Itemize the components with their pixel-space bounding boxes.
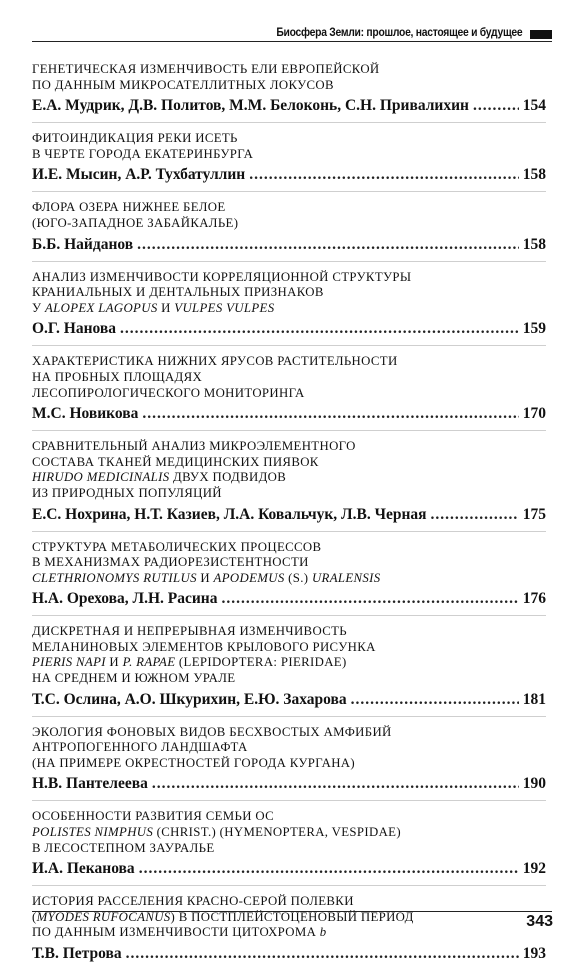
- entry-title-line: [32, 671, 546, 687]
- entry-authors-line: [32, 690, 546, 709]
- title-text: И: [157, 300, 175, 315]
- taxon-name: PIERIS NAPI: [32, 655, 106, 670]
- entry-separator: [32, 885, 546, 886]
- entry-title-line: [32, 354, 546, 370]
- entry-page-number: 159: [522, 320, 546, 338]
- dot-leader: [139, 859, 519, 878]
- title-text: ФИТОИНДИКАЦИЯ РЕКИ ИСЕТЬ: [32, 131, 238, 146]
- entry-authors-line: [32, 319, 546, 338]
- entry-title-line: [32, 78, 546, 94]
- footer-rule: [32, 911, 552, 912]
- title-text: СОСТАВА ТКАНЕЙ МЕДИЦИНСКИХ ПИЯВОК: [32, 454, 319, 469]
- title-text: ЛЕСОПИРОЛОГИЧЕСКОГО МОНИТОРИНГА: [32, 385, 305, 400]
- entry-title-line: [32, 370, 546, 386]
- title-text: НА ПРОБНЫХ ПЛОЩАДЯХ: [32, 369, 203, 384]
- entry-authors: Е.С. Нохрина, Н.Т. Казиев, Л.А. Ковальчук, Л.В. Черная: [32, 505, 427, 523]
- title-text: СТРУКТУРА МЕТАБОЛИЧЕСКИХ ПРОЦЕССОВ: [32, 539, 322, 554]
- entry-title-line: [32, 540, 546, 556]
- entry-authors-line: [32, 235, 546, 254]
- entry-title-line: [32, 301, 546, 317]
- page-number: 343: [526, 913, 553, 930]
- entry-authors: О.Г. Нанова: [32, 320, 117, 338]
- title-text: И: [105, 655, 123, 670]
- title-text: ФЛОРА ОЗЕРА НИЖНЕЕ БЕЛОЕ: [32, 200, 226, 215]
- title-text: В ЛЕСОСТЕПНОМ ЗАУРАЛЬЕ: [32, 840, 215, 855]
- entry-authors-line: [32, 165, 546, 184]
- entry-title-line: [32, 555, 546, 571]
- entry-title-line: [32, 439, 546, 455]
- toc-entry: [32, 191, 546, 253]
- title-text: ИЗ ПРИРОДНЫХ ПОПУЛЯЦИЙ: [32, 485, 222, 500]
- taxon-name: ALOPEX LAGOPUS: [44, 300, 158, 315]
- entry-title-line: [32, 131, 546, 147]
- title-text: (: [32, 909, 37, 924]
- taxon-name: P. RAPAE: [122, 655, 176, 670]
- entry-title-line: [32, 200, 546, 216]
- entry-separator: [32, 615, 546, 616]
- entry-authors-line: [32, 505, 546, 524]
- entry-authors-line: [32, 96, 546, 115]
- header-black-block: [530, 30, 552, 39]
- dot-leader: [221, 589, 518, 608]
- entry-page-number: 192: [522, 860, 546, 878]
- toc-entry: [32, 62, 546, 115]
- taxon-name: URALENSIS: [311, 570, 381, 585]
- entry-authors-line: [32, 404, 546, 423]
- entry-title-line: [32, 725, 546, 741]
- entry-page-number: 193: [522, 945, 546, 962]
- toc-entry: [32, 122, 546, 184]
- entry-separator: [32, 191, 546, 192]
- entry-page-number: 154: [522, 97, 546, 115]
- entry-title-line: [32, 270, 546, 286]
- entry-authors: Е.А. Мудрик, Д.В. Политов, М.М. Белоконь, С.Н. Привалихин: [32, 97, 469, 115]
- entry-title-line: [32, 925, 546, 941]
- entry-title-line: [32, 640, 546, 656]
- dot-leader: [137, 235, 519, 254]
- title-text: ОСОБЕННОСТИ РАЗВИТИЯ СЕМЬИ ОС: [32, 809, 274, 824]
- entry-title-line: [32, 910, 546, 926]
- title-text: ДВУХ ПОДВИДОВ: [169, 470, 287, 485]
- entry-authors: Н.В. Пантелеева: [32, 775, 148, 793]
- dot-leader: [473, 96, 519, 115]
- title-text: АНАЛИЗ ИЗМЕНЧИВОСТИ КОРРЕЛЯЦИОННОЙ СТРУКТУРЫ: [32, 269, 412, 284]
- entry-title-line: [32, 740, 546, 756]
- header-rule: [32, 41, 552, 42]
- entry-authors: И.А. Пеканова: [32, 860, 135, 878]
- taxon-name: b: [319, 925, 327, 940]
- title-text: МЕЛАНИНОВЫХ ЭЛЕМЕНТОВ КРЫЛОВОГО РИСУНКА: [32, 639, 376, 654]
- entry-title-line: [32, 470, 546, 486]
- entry-page-number: 181: [522, 690, 546, 708]
- title-text: ПО ДАННЫМ МИКРОСАТЕЛЛИТНЫХ ЛОКУСОВ: [32, 77, 334, 92]
- title-text: (ЮГО-ЗАПАДНОЕ ЗАБАЙКАЛЬЕ): [32, 215, 239, 230]
- toc-entry: [32, 615, 546, 708]
- entry-separator: [32, 716, 546, 717]
- entry-page-number: 158: [522, 235, 546, 253]
- title-text: КРАНИАЛЬНЫХ И ДЕНТАЛЬНЫХ ПРИЗНАКОВ: [32, 285, 324, 300]
- title-text: ГЕНЕТИЧЕСКАЯ ИЗМЕНЧИВОСТЬ ЕЛИ ЕВРОПЕЙСКОЙ: [32, 62, 380, 76]
- entry-page-number: 170: [522, 405, 546, 423]
- dot-leader: [152, 774, 519, 793]
- title-text: НА СРЕДНЕМ И ЮЖНОМ УРАЛЕ: [32, 671, 236, 686]
- taxon-name: MYODES RUFOCANUS: [36, 909, 171, 924]
- entry-title-line: [32, 624, 546, 640]
- title-text: СРАВНИТЕЛЬНЫЙ АНАЛИЗ МИКРОЭЛЕМЕНТНОГО: [32, 439, 356, 454]
- toc-entry: [32, 800, 546, 878]
- entry-authors: Т.С. Ослина, А.О. Шкурихин, Е.Ю. Захарова: [32, 690, 347, 708]
- entry-authors-line: [32, 944, 546, 963]
- dot-leader: [431, 505, 519, 524]
- dot-leader: [249, 165, 519, 184]
- title-text: ПО ДАННЫМ ИЗМЕНЧИВОСТИ ЦИТОХРОМА: [32, 925, 320, 940]
- entry-separator: [32, 261, 546, 262]
- entry-title-line: [32, 386, 546, 402]
- entry-title-line: [32, 809, 546, 825]
- entry-authors: И.Е. Мысин, А.Р. Тухбатуллин: [32, 166, 246, 184]
- entry-page-number: 176: [522, 590, 546, 608]
- toc-entry: [32, 261, 546, 339]
- entry-separator: [32, 430, 546, 431]
- taxon-name: VULPES VULPES: [174, 300, 275, 315]
- entry-title-line: [32, 756, 546, 772]
- entry-authors: М.С. Новикова: [32, 405, 139, 423]
- entry-separator: [32, 531, 546, 532]
- toc-entry: [32, 885, 546, 963]
- toc-entry: [32, 345, 546, 423]
- entry-authors: Т.В. Петрова: [32, 945, 122, 962]
- entry-title-line: [32, 894, 546, 910]
- entry-title-line: [32, 216, 546, 232]
- entry-authors-line: [32, 589, 546, 608]
- title-text: В ЧЕРТЕ ГОРОДА ЕКАТЕРИНБУРГА: [32, 146, 254, 161]
- entry-title-line: [32, 841, 546, 857]
- title-text: В МЕХАНИЗМАХ РАДИОРЕЗИСТЕНТНОСТИ: [32, 555, 309, 570]
- running-header: [32, 27, 552, 45]
- entry-title-line: [32, 285, 546, 301]
- entry-authors-line: [32, 859, 546, 878]
- toc-entry: [32, 716, 546, 794]
- entry-separator: [32, 345, 546, 346]
- toc-entry: [32, 531, 546, 609]
- entry-authors: Н.А. Орехова, Л.Н. Расина: [32, 590, 218, 608]
- title-text: ЭКОЛОГИЯ ФОНОВЫХ ВИДОВ БЕСХВОСТЫХ АМФИБИЙ: [32, 724, 392, 739]
- taxon-name: POLISTES NIMPHUS: [32, 825, 154, 840]
- dot-leader: [120, 319, 519, 338]
- entry-title-line: [32, 655, 546, 671]
- entry-title-line: [32, 486, 546, 502]
- title-text: ) В ПОСТПЛЕЙСТОЦЕНОВЫЙ ПЕРИОД: [170, 909, 414, 924]
- running-header-title: Биосфера Земли: прошлое, настоящее и будущее: [275, 27, 522, 39]
- taxon-name: HIRUDO MEDICINALIS: [32, 470, 170, 485]
- dot-leader: [126, 944, 519, 963]
- title-text: (LEPIDOPTERA: PIERIDAE): [175, 655, 347, 670]
- title-text: У: [32, 300, 45, 315]
- entry-title-line: [32, 455, 546, 471]
- dot-leader: [351, 690, 519, 709]
- entry-page-number: 158: [522, 166, 546, 184]
- toc-entry: [32, 430, 546, 523]
- entry-title-line: [32, 62, 546, 78]
- entry-separator: [32, 122, 546, 123]
- entry-page-number: 175: [522, 505, 546, 523]
- entry-authors-line: [32, 774, 546, 793]
- title-text: И: [196, 570, 214, 585]
- taxon-name: CLETHRIONOMYS RUTILUS: [32, 570, 197, 585]
- title-text: ДИСКРЕТНАЯ И НЕПРЕРЫВНАЯ ИЗМЕНЧИВОСТЬ: [32, 624, 347, 639]
- dot-leader: [142, 404, 518, 423]
- title-text: (S.): [284, 570, 312, 585]
- entry-authors: Б.Б. Найданов: [32, 235, 134, 253]
- entry-page-number: 190: [522, 775, 546, 793]
- entry-separator: [32, 800, 546, 801]
- title-text: (НА ПРИМЕРЕ ОКРЕСТНОСТЕЙ ГОРОДА КУРГАНА): [32, 755, 355, 770]
- entry-title-line: [32, 147, 546, 163]
- toc-list: [32, 62, 546, 963]
- taxon-name: APODEMUS: [213, 570, 285, 585]
- entry-title-line: [32, 571, 546, 587]
- title-text: АНТРОПОГЕННОГО ЛАНДШАФТА: [32, 740, 248, 755]
- title-text: (CHRIST.) (HYMENOPTERA, VESPIDAE): [153, 825, 401, 840]
- title-text: ИСТОРИЯ РАССЕЛЕНИЯ КРАСНО-СЕРОЙ ПОЛЕВКИ: [32, 894, 354, 909]
- title-text: ХАРАКТЕРИСТИКА НИЖНИХ ЯРУСОВ РАСТИТЕЛЬНОСТИ: [32, 354, 398, 369]
- entry-title-line: [32, 825, 546, 841]
